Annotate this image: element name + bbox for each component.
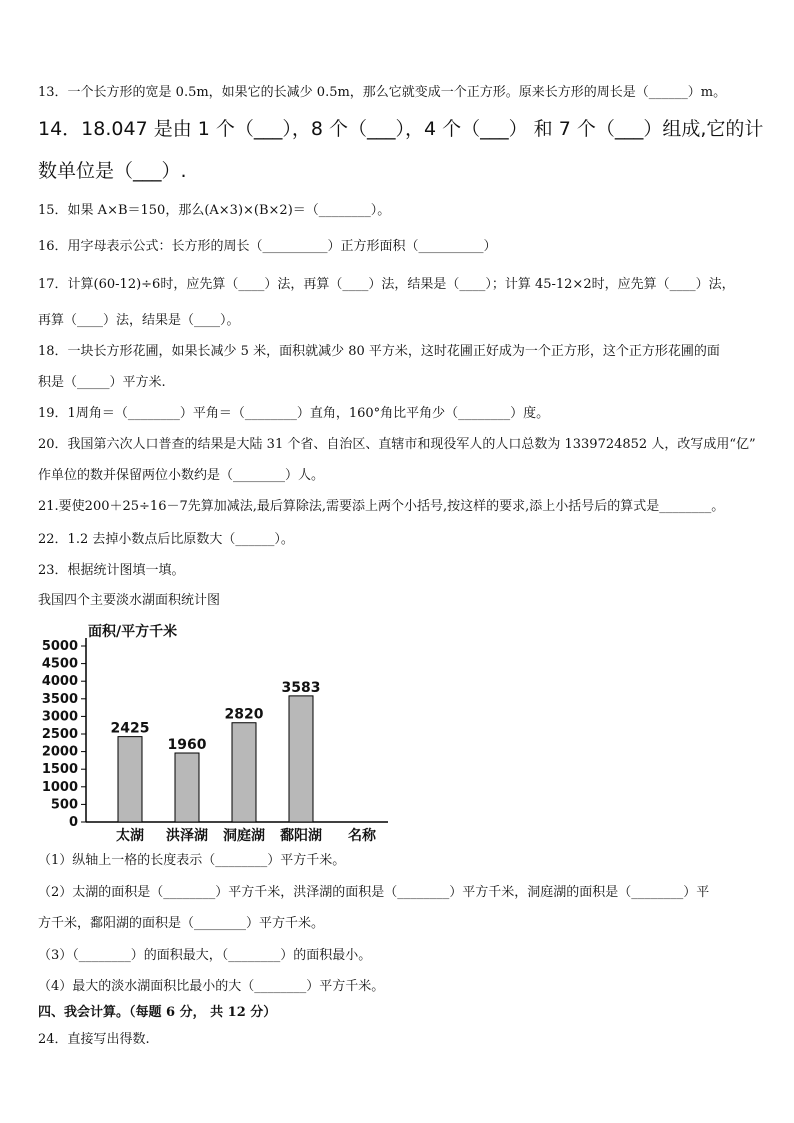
question-20-line2: 作单位的数并保留两位小数约是（________）人。 [38,468,325,483]
question-20-line1: 20．我国第六次人口普查的结果是大陆 31 个省、自治区、直辖市和现役军人的人口总数为 1339724852 人，改写成用“亿” [38,437,756,452]
y-tick-label: 5000 [41,639,78,654]
bar-value-label: 3583 [281,679,321,696]
y-tick-label: 500 [50,797,78,813]
chart-title: 我国四个主要淡水湖面积统计图 [38,593,221,608]
question-15: 15．如果 A×B＝150，那么(A×3)×(B×2)＝（________）。 [38,203,391,218]
question-22: 22．1.2 去掉小数点后比原数大（______）。 [38,532,294,547]
question-18-line1: 18．一块长方形花圃，如果长减少 5 米，面积就减少 80 平方米，这时花圃正好成为一个正方形，这个正方形花圃的面 [38,344,720,359]
y-tick-label: 0 [68,815,78,830]
bar-3 [232,723,256,822]
x-category-label: 太湖 [116,828,144,844]
bar-1 [118,737,142,822]
bar-value-label: 1960 [167,737,207,754]
question-17-line2: 再算（____）法，结果是（____）。 [38,313,240,328]
question-18-line2: 积是（_____）平方米. [38,375,166,390]
y-tick-label: 3000 [41,709,78,725]
question-24: 24．直接写出得数. [38,1032,150,1047]
y-tick-label: 1000 [41,779,78,795]
question-19: 19．1周角＝（________）平角＝（________）直角，160°角比平角少（________）度。 [38,406,550,421]
bar-chart-svg [38,618,398,848]
y-tick-label: 3500 [41,691,78,707]
question-23-3: （3）（________）的面积最大，（________）的面积最小。 [38,948,372,963]
bar-4 [289,696,313,822]
question-23-2-line2: 方千米，鄱阳湖的面积是（________）平方千米。 [38,916,325,931]
x-axis-label: 名称 [348,828,376,844]
question-14-line1: 14．18.047 是由 1 个（___），8 个（___），4 个（___） 和 7 个（___）组成,它的计 [38,118,764,140]
y-tick-label: 2500 [41,727,78,742]
question-13: 13．一个长方形的宽是 0.5m，如果它的长减少 0.5m，那么它就变成一个正方形。原来长方形的周长是（______）m。 [38,85,727,100]
question-23: 23．根据统计图填一填。 [38,563,185,578]
section-4-heading: 四、我会计算。（每题 6 分， 共 12 分） [38,1005,277,1020]
question-16: 16．用字母表示公式：长方形的周长（__________）正方形面积（__________） [38,239,497,254]
x-category-label: 鄱阳湖 [280,828,322,844]
question-17-line1: 17．计算(60-12)÷6时，应先算（____）法，再算（____）法，结果是（____）；计算 45-12×2时，应先算（____）法， [38,277,735,292]
y-axis-label: 面积/平方千米 [88,624,178,640]
question-21: 21.要使200＋25÷16－7先算加减法,最后算除法,需要添上两个小括号,按这样的要求,添上小括号后的算式是________。 [38,499,725,514]
x-category-label: 洪泽湖 [166,828,208,844]
y-tick-label: 4000 [41,674,78,690]
question-14-line2: 数单位是（___）. [38,160,187,182]
question-23-1: （1）纵轴上一格的长度表示（________）平方千米。 [38,853,346,868]
lake-area-chart [38,618,398,848]
bar-value-label: 2425 [110,720,150,737]
bar-value-label: 2820 [224,706,264,723]
question-23-2-line1: （2）太湖的面积是（________）平方千米，洪泽湖的面积是（________）平方千米，洞庭湖的面积是（________）平 [38,885,710,900]
x-category-label: 洞庭湖 [223,828,265,844]
y-tick-label: 2000 [41,744,78,760]
question-23-4: （4）最大的淡水湖面积比最小的大（________）平方千米。 [38,979,385,994]
y-tick-label: 1500 [41,762,78,778]
bar-2 [175,753,199,822]
y-tick-label: 4500 [41,656,78,672]
